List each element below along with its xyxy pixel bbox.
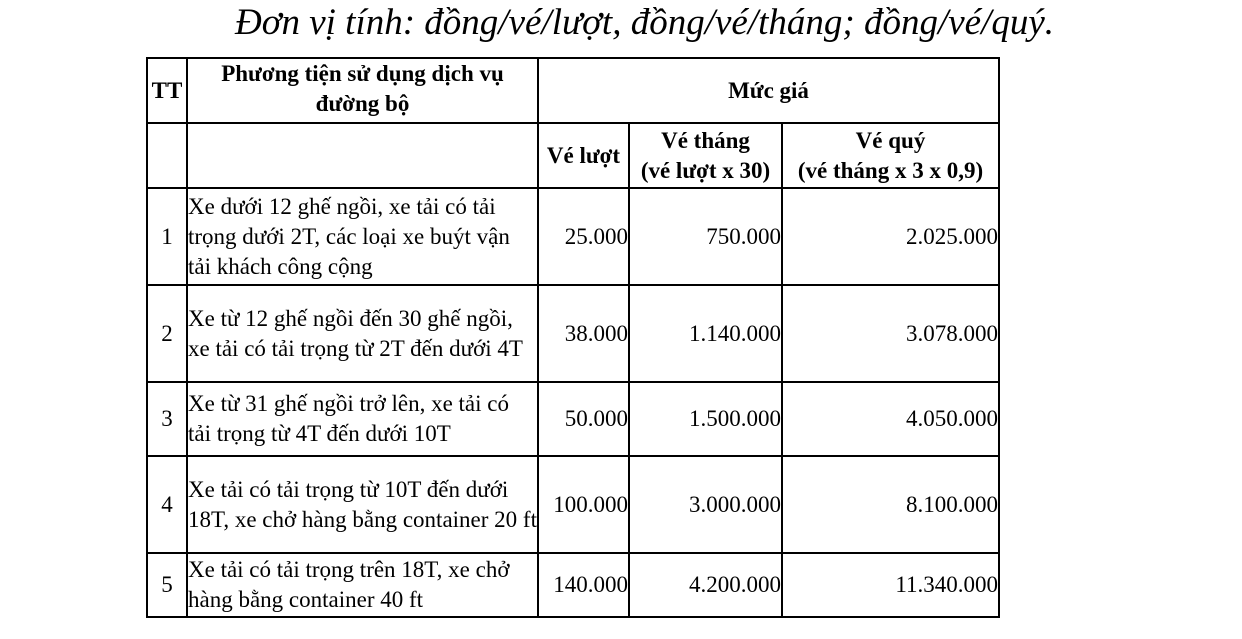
row-quarterly: 11.340.000 [782, 553, 999, 617]
header-row-1 [147, 58, 999, 123]
row-per-trip: 100.000 [538, 456, 629, 553]
row-tt: 2 [147, 285, 187, 382]
row-per-trip: 38.000 [538, 285, 629, 382]
header-tt: TT [147, 58, 187, 123]
row-quarterly: 2.025.000 [782, 188, 999, 285]
header-vehicle: Phương tiện sử dụng dịch vụ đường bộ [187, 58, 538, 123]
row-tt: 1 [147, 188, 187, 285]
row-tt: 4 [147, 456, 187, 553]
table-row [147, 553, 999, 617]
table-row [147, 456, 999, 553]
table-row [147, 382, 999, 456]
row-monthly: 3.000.000 [629, 456, 782, 553]
header-price-group: Mức giá [538, 58, 999, 123]
header-blank-tt [147, 123, 187, 188]
row-vehicle: Xe tải có tải trọng từ 10T đến dưới 18T, xe chở hàng bằng container 20 ft [187, 456, 538, 553]
row-tt: 3 [147, 382, 187, 456]
row-per-trip: 50.000 [538, 382, 629, 456]
header-per-trip: Vé lượt [538, 123, 629, 188]
row-monthly: 750.000 [629, 188, 782, 285]
header-quarterly-note: (vé tháng x 3 x 0,9) [797, 157, 984, 183]
header-quarterly-label: Vé quý [855, 127, 926, 153]
row-tt: 5 [147, 553, 187, 617]
row-per-trip: 25.000 [538, 188, 629, 285]
fee-table [146, 57, 1000, 618]
table-row [147, 285, 999, 382]
row-quarterly: 4.050.000 [782, 382, 999, 456]
header-monthly-label: Vé tháng [661, 127, 750, 153]
header-row-2 [147, 123, 999, 188]
row-vehicle: Xe tải có tải trọng trên 18T, xe chở hàng bằng container 40 ft [187, 553, 538, 617]
row-vehicle: Xe từ 31 ghế ngồi trở lên, xe tải có tải trọng từ 4T đến dưới 10T [187, 382, 538, 456]
unit-note: Đơn vị tính: đồng/vé/lượt, đồng/vé/tháng; đồng/vé/quý. [235, 2, 1055, 43]
row-per-trip: 140.000 [538, 553, 629, 617]
row-monthly: 1.140.000 [629, 285, 782, 382]
row-vehicle: Xe từ 12 ghế ngồi đến 30 ghế ngồi, xe tải có tải trọng từ 2T đến dưới 4T [187, 285, 538, 382]
row-monthly: 1.500.000 [629, 382, 782, 456]
header-blank-vehicle [187, 123, 538, 188]
row-quarterly: 3.078.000 [782, 285, 999, 382]
row-quarterly: 8.100.000 [782, 456, 999, 553]
header-monthly [629, 123, 782, 188]
header-quarterly [782, 123, 999, 188]
row-monthly: 4.200.000 [629, 553, 782, 617]
row-vehicle: Xe dưới 12 ghế ngồi, xe tải có tải trọng dưới 2T, các loại xe buýt vận tải khách công cộng [187, 188, 538, 285]
header-monthly-note: (vé lượt x 30) [640, 157, 771, 183]
table-row [147, 188, 999, 285]
